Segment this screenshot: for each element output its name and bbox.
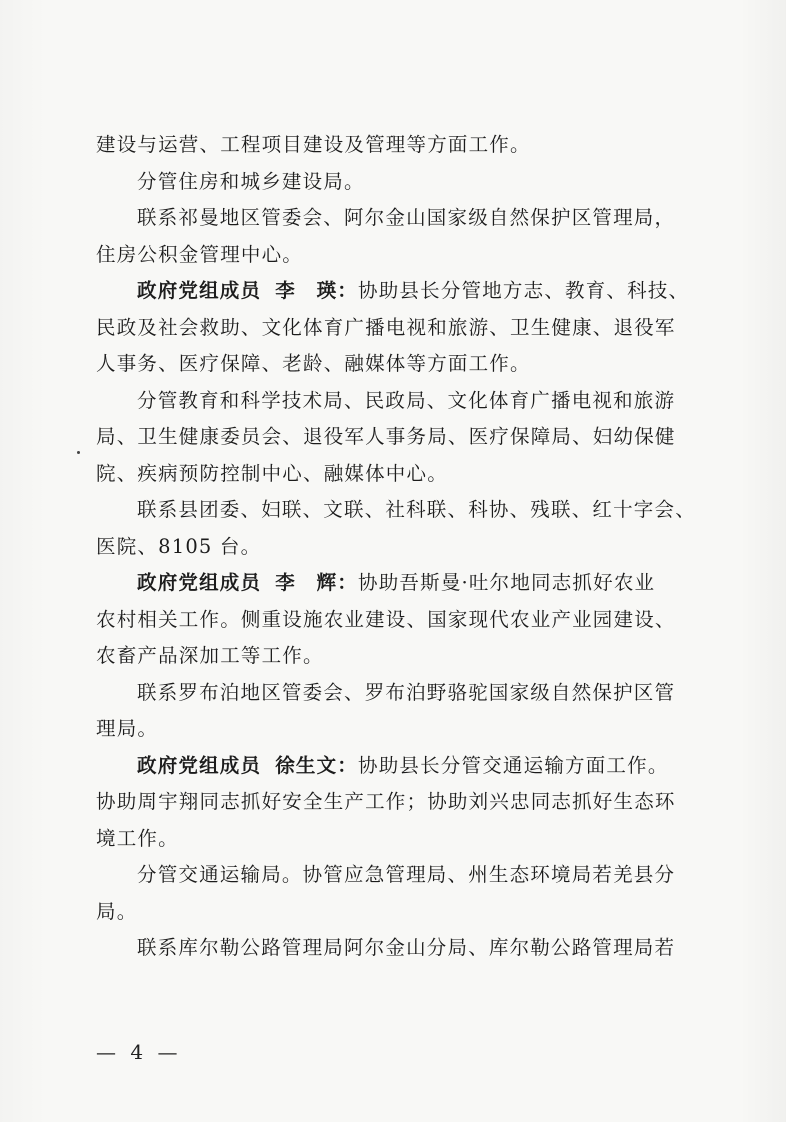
text-line: 农畜产品深加工等工作。: [96, 644, 324, 667]
member-name: 徐生文：: [275, 753, 359, 777]
member-duty: 协助县长分管交通运输方面工作。: [358, 753, 669, 777]
text-line: 境工作。: [96, 826, 179, 850]
member-duty: 协助县长分管地方志、教育、科技、: [358, 279, 690, 302]
member-name: 李 辉：: [275, 571, 359, 594]
body-text: [96, 127, 696, 967]
text-line: 局。: [96, 899, 138, 923]
text-line: 分管教育和科学技术局、民政局、文化体育广播电视和旅游: [137, 388, 676, 412]
text-line: 联系祁曼地区管委会、阿尔金山国家级自然保护区管理局，: [137, 206, 676, 229]
text-line: 协助周宇翔同志抓好安全生产工作；协助刘兴忠同志抓好生态环: [96, 790, 676, 813]
text-line: 分管交通运输局。协管应急管理局、州生态环境局若羌县分: [137, 863, 676, 886]
member-label: 政府党组成员: [137, 279, 262, 302]
scan-dot: [77, 451, 80, 454]
text-line: 农村相关工作。侧重设施农业建设、国家现代农业产业园建设、: [96, 607, 676, 631]
page-number: — 4 —: [96, 1040, 182, 1064]
text-line: 院、疾病预防控制中心、融媒体中心。: [96, 461, 448, 485]
text-line: 联系县团委、妇联、文联、社科联、科协、残联、红十字会、: [137, 498, 696, 521]
text-line: 联系罗布泊地区管委会、罗布泊野骆驼国家级自然保护区管: [137, 680, 676, 704]
text-line: 人事务、医疗保障、老龄、融媒体等方面工作。: [96, 352, 531, 375]
member-line-li-hui: [96, 565, 696, 602]
text-line: 住房公积金管理中心。: [96, 242, 304, 266]
text-line: 民政及社会救助、文化体育广播电视和旅游、卫生健康、退役军: [96, 315, 676, 339]
text-line: 分管住房和城乡建设局。: [137, 169, 365, 193]
member-name: 李 瑛：: [275, 279, 359, 302]
text-line: 理局。: [96, 717, 159, 740]
text-line: 建设与运营、工程项目建设及管理等方面工作。: [96, 133, 531, 156]
text-line: 联系库尔勒公路管理局阿尔金山分局、库尔勒公路管理局若: [137, 936, 676, 959]
member-label: 政府党组成员: [137, 571, 262, 594]
text-line: 医院、8105 台。: [96, 534, 262, 558]
member-line-xu-shengwen: [96, 748, 696, 785]
text-line: 局、卫生健康委员会、退役军人事务局、医疗保障局、妇幼保健: [96, 425, 676, 448]
member-duty: 协助吾斯曼·吐尔地同志抓好农业: [358, 571, 656, 594]
member-line-li-ying: [96, 273, 696, 310]
member-label: 政府党组成员: [137, 753, 262, 777]
